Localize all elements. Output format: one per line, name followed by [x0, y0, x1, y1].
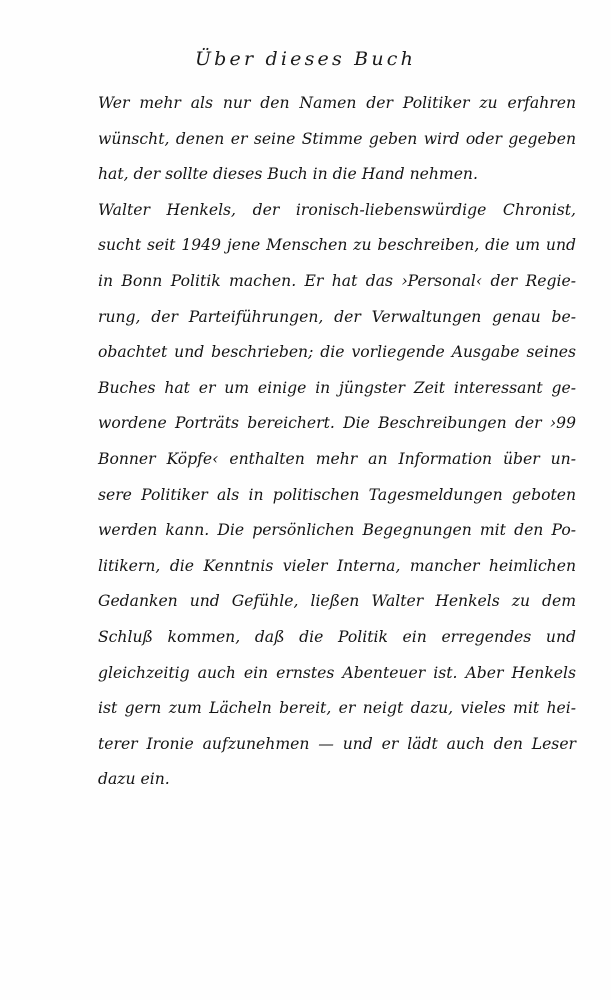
- text-line: Schluß kommen, daß die Politik ein erregendes und: [98, 627, 576, 646]
- text-line: terer Ironie aufzunehmen — und er lädt auch den Leser: [98, 734, 576, 753]
- page-title: Über dieses Buch: [194, 48, 417, 70]
- paragraph-2: [98, 193, 576, 798]
- paragraph-1: [98, 86, 576, 193]
- text-line: werden kann. Die persönlichen Begegnungen mit den Po-: [98, 521, 576, 540]
- text-line: sere Politiker als in politischen Tagesmeldungen geboten: [98, 485, 576, 504]
- text-line: dazu ein.: [98, 770, 170, 789]
- text-line: litikern, die Kenntnis vieler Interna, mancher heimlichen: [98, 556, 576, 575]
- text-line: gleichzeitig auch ein ernstes Abenteuer ist. Aber Henkels: [98, 663, 576, 682]
- text-line: Wer mehr als nur den Namen der Politiker zu erfahren: [98, 94, 576, 112]
- text-line: in Bonn Politik machen. Er hat das ›Personal‹ der Regie-: [98, 271, 576, 290]
- text-line: rung, der Parteiführungen, der Verwaltungen genau be-: [98, 307, 576, 326]
- text-line: Bonner Köpfe‹ enthalten mehr an Information über un-: [98, 449, 576, 468]
- text-line: hat, der sollte dieses Buch in die Hand nehmen.: [98, 165, 478, 184]
- text-line: sucht seit 1949 jene Menschen zu beschreiben, die um und: [98, 236, 576, 255]
- text-line: Walter Henkels, der ironisch-liebenswürdige Chronist,: [98, 200, 576, 219]
- text-line: obachtet und beschrieben; die vorliegende Ausgabe seines: [98, 343, 576, 362]
- blurb-text: [98, 86, 576, 798]
- text-line: Buches hat er um einige in jüngster Zeit interessant ge-: [98, 378, 576, 397]
- text-line: wünscht, denen er seine Stimme geben wird oder gegeben: [98, 129, 576, 148]
- text-line: wordene Porträts bereichert. Die Beschreibungen der ›99: [98, 414, 576, 433]
- text-line: ist gern zum Lächeln bereit, er neigt dazu, vieles mit hei-: [98, 699, 576, 718]
- text-line: Gedanken und Gefühle, ließen Walter Henkels zu dem: [98, 592, 576, 611]
